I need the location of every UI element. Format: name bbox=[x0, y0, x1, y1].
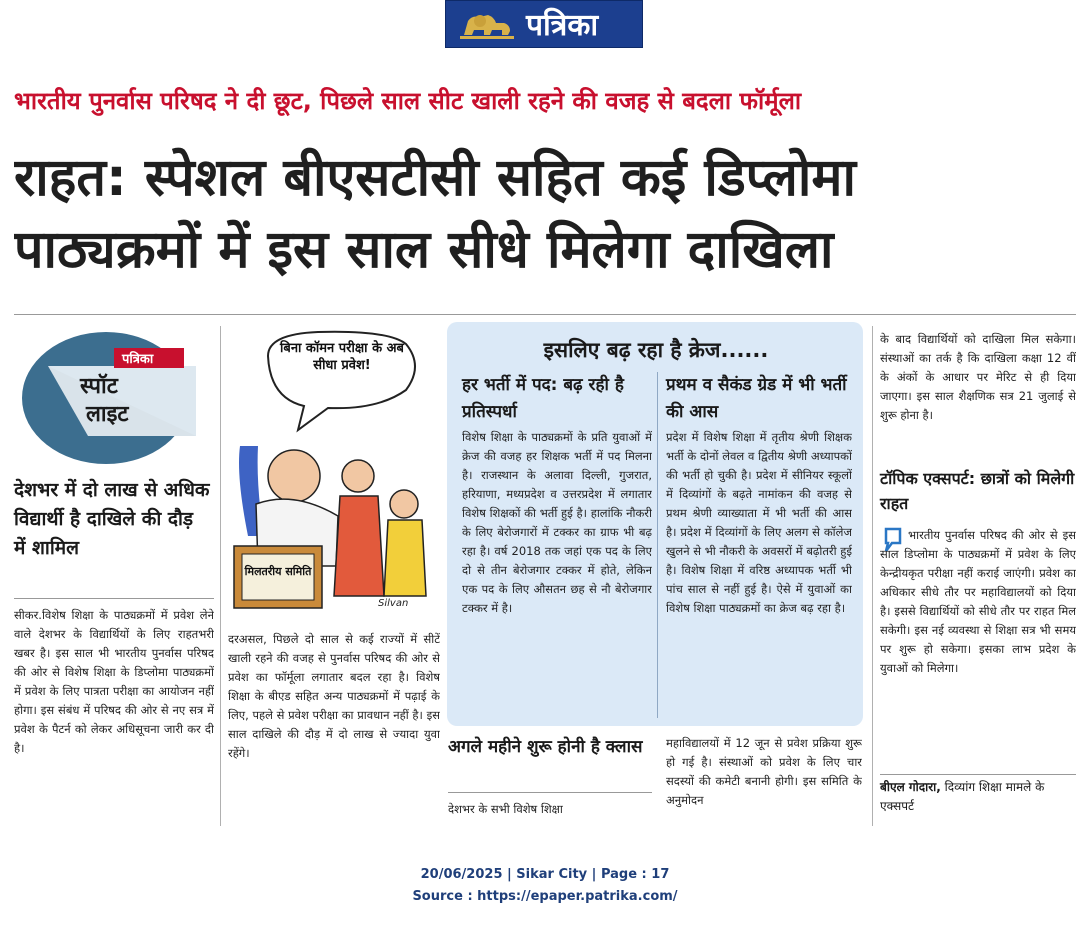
spotlight-title-1: स्पॉट bbox=[80, 374, 118, 399]
left-section-body: सीकर.विशेष शिक्षा के पाठ्यक्रमों में प्रवेश लेने वाले देशभर के विद्यार्थियों के लिए राहतभरी खबर है। इस साल भी भारतीय पुनर्वास परिषद की ओर से विशेष शिक्षा के डिप्लोमा पाठ्यक्रमों में प्रवेश के लिए पात्रता परीक्षा का आयोजन नहीं होगा। इस संबंध में परिषद की ओर से नए सत्र में प्रवेश के पैटर्न को लेकर अधिसूचना जारी कर दी है। bbox=[14, 608, 214, 755]
headline-divider bbox=[14, 314, 1076, 315]
column-rule-1 bbox=[220, 326, 221, 826]
spotlight-badge bbox=[18, 326, 196, 466]
craze-col2-body: प्रदेश में विशेष शिक्षा में तृतीय श्रेणी शिक्षक भर्ती के दोनों लेवल व द्वितीय श्रेणी अध्यापकों की भर्ती हो चुकी है। प्रदेश में सीनियर स्कूलों में दिव्यांगों के बढ़ते नामांकन की वजह से प्रथम श्रेणी व्याख्याता में भी भर्ती की आस है। प्रदेश में दिव्यांगों के लिए अलग से कॉलेज खुलने से भी नौकरी के अवसरों में बढ़ोतरी हुई है। विशेष शिक्षा में वरिष्ठ अध्यापक भर्ती भी पांच साल से नहीं हुई है। ऐसे में युवाओं का विशेष शिक्षा पाठ्यक्रमों का क्रेज बढ़ रहा है। bbox=[666, 430, 852, 615]
expert-title: दिव्यांग शिक्षा मामले के एक्सपर्ट bbox=[880, 780, 1045, 813]
spotlight-badge-label: पत्रिका bbox=[122, 352, 154, 367]
topic-expert-heading: टॉपिक एक्सपर्ट: छात्रों को मिलेगी राहत bbox=[880, 469, 1075, 513]
cartoon-signature: Silvan bbox=[378, 598, 409, 609]
cartoon-speech-text: बिना कॉमन परीक्षा के अब सीधा प्रवेश! bbox=[280, 341, 404, 373]
right-section-body: के बाद विद्यार्थियों को दाखिला मिल सकेगा। संस्थाओं का तर्क है कि दाखिला कक्षा 12 वीं के अंकों के आधार पर मेरिट से ही दिया जाएगा। इस साल शैक्षणिक सत्र 21 जुलाई से शुरू होना है। bbox=[880, 332, 1076, 422]
headline-line-1: राहत: स्पेशल बीएसटीसी सहित कई डिप्लोमा bbox=[14, 148, 856, 208]
spotlight-title-2: लाइट bbox=[86, 402, 129, 427]
expert-name: बीएल गोदारा, bbox=[880, 780, 941, 794]
cartoon-illustration bbox=[228, 326, 440, 616]
next-month-body-1: देशभर के सभी विशेष शिक्षा bbox=[448, 802, 563, 816]
craze-col2-heading: प्रथम व सैकंड ग्रेड में भी भर्ती की आस bbox=[666, 375, 847, 422]
page-footer bbox=[0, 864, 1090, 908]
brand-name: पत्रिका bbox=[526, 8, 599, 43]
left-heading-divider bbox=[14, 598, 214, 599]
column-rule-3 bbox=[872, 326, 873, 826]
craze-box-divider bbox=[657, 372, 658, 718]
middle-section-body: दरअसल, पिछले दो साल से कई राज्यों में सीटें खाली रहने की वजह से पुनर्वास परिषद की ओर से प्रवेश का फॉर्मूला लगातार बदल रहा है। विशेष शिक्षा के बीएड सहित अन्य पाठ्यक्रमों में पढ़ाई के लिए, पहले से प्रवेश परीक्षा का प्रावधान नहीं है। इस साल दाखिले की दौड़ में दो लाख से ज्यादा युवा रहेंगे। bbox=[228, 632, 440, 760]
lion-emblem-icon bbox=[458, 9, 516, 41]
expert-divider bbox=[880, 774, 1076, 775]
left-section-heading: देशभर में दो लाख से अधिक विद्यार्थी है दाखिले की दौड़ में शामिल bbox=[14, 479, 210, 559]
headline-line-2: पाठ्यक्रमों में इस साल सीधे मिलेगा दाखिला bbox=[14, 220, 834, 280]
footer-source-line: Source : https://epaper.patrika.com/ bbox=[412, 889, 678, 904]
next-month-divider bbox=[448, 792, 652, 793]
next-month-heading: अगले महीने शुरू होनी है क्लास bbox=[448, 737, 643, 757]
next-month-body-2: महाविद्यालयों में 12 जून से प्रवेश प्रक्रिया शुरू हो गई है। संस्थाओं को प्रवेश के लिए चार सदस्यों की कमेटी बनानी होगी। इस समिति के अनुमोदन bbox=[666, 736, 862, 807]
patrika-logo bbox=[445, 0, 643, 48]
craze-col1-heading: हर भर्ती में पद: बढ़ रही है प्रतिस्पर्धा bbox=[462, 375, 624, 422]
topic-expert-body: भारतीय पुनर्वास परिषद की ओर से इस साल डिप्लोमा के पाठ्यक्रमों में प्रवेश के लिए केन्द्रीयकृत परीक्षा नहीं कराई जाएंगी। प्रवेश का अधिकार सीधे तौर पर महाविद्यालयों को दिया है। इससे विद्यार्थियों को सीधे तौर पर राहत मिल सकेगी। इस नई व्यवस्था से शिक्षा सत्र भी समय पर शुरू हो सकेगा। इसका लाभ प्रदेश के युवाओं को मिलेगा। bbox=[880, 528, 1076, 675]
footer-date-line: 20/06/2025 | Sikar City | Page : 17 bbox=[420, 867, 670, 882]
craze-col1-body: विशेष शिक्षा के पाठ्यक्रमों के प्रति युवाओं में क्रेज की वजह हर शिक्षक भर्ती में पद मिलना है। राजस्थान के अलावा दिल्ली, गुजरात, हरियाणा, मध्यप्रदेश व उत्तरप्रदेश में लगातार विशेष शिक्षकों की भर्ती हुई है। हालांकि नौकरी के लिए बेरोजगारों में टक्कर का ग्राफ भी बढ़ रहा है। वर्ष 2018 तक जहां एक पद के लिए दो से तीन बेरोजगार टक्कर में होते, लेकिन एक पद के लिए औसतन छह से नौ बेरोजगार टक्कर में है। bbox=[462, 430, 652, 615]
cartoon-desk-sign: मिलतरीय समिति bbox=[244, 565, 312, 578]
expert-credit bbox=[880, 778, 1076, 816]
craze-box-title: इसलिए बढ़ रहा है क्रेज...... bbox=[543, 338, 769, 362]
sub-headline: भारतीय पुनर्वास परिषद ने दी छूट, पिछले साल सीट खाली रहने की वजह से बदला फॉर्मूला bbox=[14, 87, 802, 115]
